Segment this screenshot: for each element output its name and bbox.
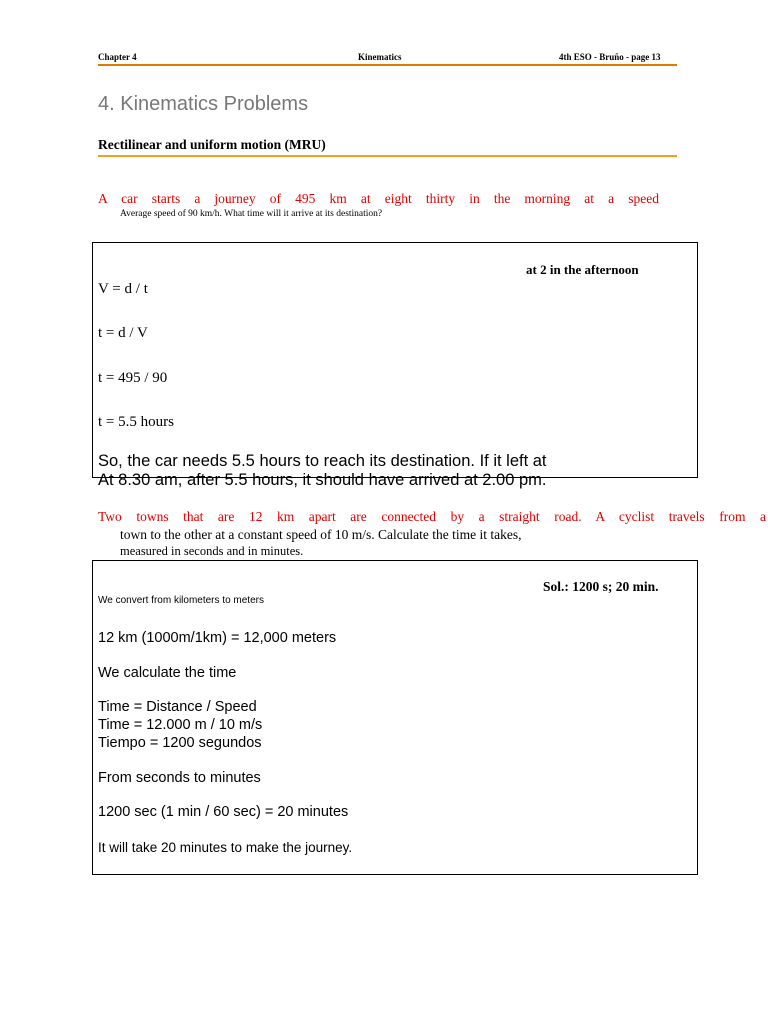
header-page-ref: 4th ESO - Bruño - page 13 [559, 52, 661, 62]
problem2-minutes-calc: 1200 sec (1 min / 60 sec) = 20 minutes [98, 804, 349, 820]
problem2-calc-heading: We calculate the time [98, 665, 237, 681]
problem2-minutes-heading: From seconds to minutes [98, 770, 261, 786]
header-rule [98, 64, 677, 66]
problem2-conclusion: It will take 20 minutes to make the journey. [98, 840, 353, 855]
problem2-formula-line: Time = 12.000 m / 10 m/s [98, 717, 263, 733]
page-title: 4. Kinematics Problems [98, 93, 309, 115]
problem1-conclusion-line2: At 8.30 am, after 5.5 hours, it should have arrived at 2.00 pm. [98, 471, 547, 489]
problem1-step: t = 5.5 hours [98, 414, 174, 430]
header-chapter: Chapter 4 [98, 52, 137, 62]
problem2-statement-cont: town to the other at a constant speed of 10 m/s. Calculate the time it takes, [120, 527, 522, 542]
problem2-statement-cont2: measured in seconds and in minutes. [120, 544, 304, 558]
problem1-step: V = d / t [98, 281, 148, 297]
problem2-conversion: 12 km (1000m/1km) = 12,000 meters [98, 630, 337, 646]
problem1-step: t = d / V [98, 325, 148, 341]
problem1-step: t = 495 / 90 [98, 370, 168, 386]
problem2-formula-line: Tiempo = 1200 segundos [98, 735, 262, 751]
problem2-convert-note: We convert from kilometers to meters [98, 595, 264, 606]
problem2-answer: Sol.: 1200 s; 20 min. [543, 579, 659, 594]
header-topic: Kinematics [358, 52, 402, 62]
section-rule [98, 155, 677, 157]
section-title: Rectilinear and uniform motion (MRU) [98, 137, 326, 152]
problem2-statement: Two towns that are 12 km apart are connected by a straight road. A cyclist travels from a [98, 509, 766, 524]
problem1-conclusion-line1: So, the car needs 5.5 hours to reach its destination. If it left at [98, 452, 547, 470]
problem2-formula-line: Time = Distance / Speed [98, 699, 257, 715]
problem1-answer: at 2 in the afternoon [526, 262, 639, 277]
problem1-statement: A car starts a journey of 495 km at eight thirty in the morning at a speed [98, 191, 659, 206]
problem1-statement-cont: Average speed of 90 km/h. What time will it arrive at its destination? [120, 209, 383, 219]
